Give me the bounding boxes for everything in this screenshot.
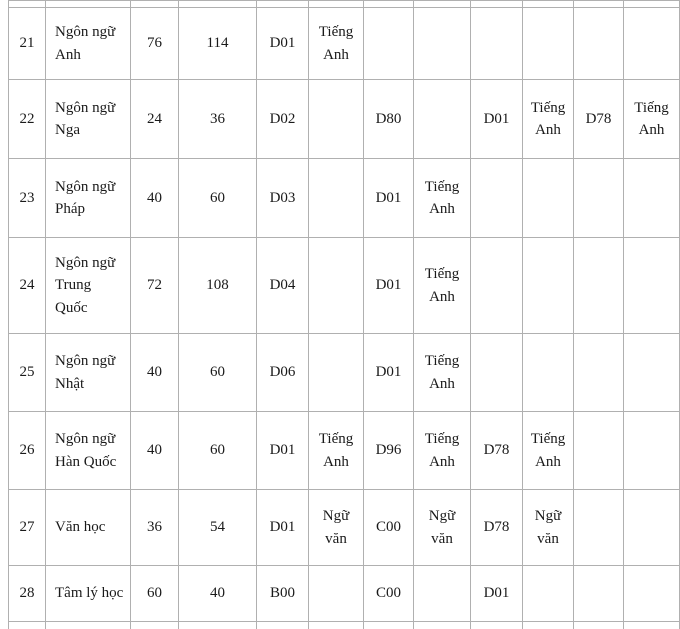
row-27 — [9, 490, 680, 566]
main-subject-cell: Ngữ văn — [414, 490, 471, 566]
row-23 — [9, 159, 680, 238]
main-subject-cell — [414, 566, 471, 622]
main-subject-cell — [309, 238, 364, 334]
main-subject-cell: Tiếng Anh — [414, 159, 471, 238]
main-subject-cell — [523, 159, 574, 238]
major-name-cell: Văn học — [46, 490, 131, 566]
main-subject-cell — [523, 1, 574, 8]
main-subject-cell — [414, 80, 471, 159]
combination-code-cell: D01 — [257, 490, 309, 566]
quota-cell: 108 — [179, 238, 257, 334]
admissions-quota-table — [8, 0, 680, 629]
main-subject-cell — [624, 8, 680, 80]
main-subject-cell — [523, 8, 574, 80]
combination-code-cell: D06 — [257, 334, 309, 412]
major-name-cell — [46, 1, 131, 8]
main-subject-cell: Tiếng Anh — [523, 80, 574, 159]
combination-code-cell: D96 — [364, 412, 414, 490]
quota-cell: 40 — [131, 159, 179, 238]
row-28 — [9, 566, 680, 622]
combination-code-cell — [257, 1, 309, 8]
main-subject-cell: Tiếng Anh — [414, 334, 471, 412]
row-number-cell — [9, 622, 46, 629]
combination-code-cell — [574, 238, 624, 334]
main-subject-cell — [523, 566, 574, 622]
main-subject-cell — [523, 334, 574, 412]
row-number-cell — [9, 1, 46, 8]
combination-code-cell — [257, 622, 309, 629]
quota-cell — [131, 1, 179, 8]
quota-cell: 60 — [179, 412, 257, 490]
major-name-cell: Ngôn ngữ Trung Quốc — [46, 238, 131, 334]
main-subject-cell — [309, 159, 364, 238]
main-subject-cell: Tiếng Anh — [414, 238, 471, 334]
main-subject-cell: Tiếng Anh — [309, 8, 364, 80]
combination-code-cell: D78 — [574, 80, 624, 159]
combination-code-cell: D01 — [364, 334, 414, 412]
combination-code-cell: D80 — [364, 80, 414, 159]
main-subject-cell: Ngữ văn — [309, 490, 364, 566]
main-subject-cell — [523, 622, 574, 629]
row-number-cell: 22 — [9, 80, 46, 159]
main-subject-cell — [414, 622, 471, 629]
major-name-cell: Ngôn ngữ Pháp — [46, 159, 131, 238]
main-subject-cell — [309, 80, 364, 159]
combination-code-cell: C00 — [364, 566, 414, 622]
combination-code-cell — [471, 622, 523, 629]
combination-code-cell: B00 — [257, 566, 309, 622]
quota-cell: 72 — [131, 238, 179, 334]
combination-code-cell: D01 — [364, 238, 414, 334]
combination-code-cell: D01 — [257, 412, 309, 490]
combination-code-cell — [574, 412, 624, 490]
row-number-cell: 21 — [9, 8, 46, 80]
main-subject-cell — [309, 334, 364, 412]
quota-cell — [131, 622, 179, 629]
main-subject-cell: Tiếng Anh — [309, 412, 364, 490]
main-subject-cell — [309, 622, 364, 629]
row-number-cell: 27 — [9, 490, 46, 566]
combination-code-cell — [471, 8, 523, 80]
combination-code-cell — [364, 1, 414, 8]
row-26 — [9, 412, 680, 490]
quota-cell — [179, 1, 257, 8]
main-subject-cell — [624, 238, 680, 334]
main-subject-cell — [624, 334, 680, 412]
quota-cell: 24 — [131, 80, 179, 159]
combination-code-cell — [364, 8, 414, 80]
row-25 — [9, 334, 680, 412]
major-name-cell: Ngôn ngữ Nhật — [46, 334, 131, 412]
combination-code-cell: D78 — [471, 412, 523, 490]
combination-code-cell: C00 — [364, 490, 414, 566]
quota-cell: 40 — [179, 566, 257, 622]
combination-code-cell — [471, 1, 523, 8]
row-number-cell: 23 — [9, 159, 46, 238]
combination-code-cell — [471, 238, 523, 334]
main-subject-cell — [414, 8, 471, 80]
quota-cell: 36 — [179, 80, 257, 159]
major-name-cell: Tâm lý học — [46, 566, 131, 622]
quota-cell: 36 — [131, 490, 179, 566]
table-body — [9, 1, 680, 629]
combination-code-cell — [574, 566, 624, 622]
row-number-cell: 24 — [9, 238, 46, 334]
main-subject-cell — [414, 1, 471, 8]
partial-row-top — [9, 1, 680, 8]
combination-code-cell — [364, 622, 414, 629]
major-name-cell: Ngôn ngữ Hàn Quốc — [46, 412, 131, 490]
combination-code-cell — [574, 159, 624, 238]
combination-code-cell: D01 — [471, 80, 523, 159]
main-subject-cell: Tiếng Anh — [624, 80, 680, 159]
main-subject-cell: Tiếng Anh — [523, 412, 574, 490]
quota-cell: 76 — [131, 8, 179, 80]
main-subject-cell: Tiếng Anh — [414, 412, 471, 490]
main-subject-cell — [309, 566, 364, 622]
row-number-cell: 26 — [9, 412, 46, 490]
partial-row-bottom — [9, 622, 680, 629]
row-21 — [9, 8, 680, 80]
quota-cell: 40 — [131, 412, 179, 490]
combination-code-cell — [471, 334, 523, 412]
combination-code-cell: D04 — [257, 238, 309, 334]
quota-cell — [179, 622, 257, 629]
row-22 — [9, 80, 680, 159]
row-24 — [9, 238, 680, 334]
quota-cell: 114 — [179, 8, 257, 80]
combination-code-cell — [574, 334, 624, 412]
main-subject-cell — [624, 490, 680, 566]
combination-code-cell — [574, 622, 624, 629]
combination-code-cell: D01 — [257, 8, 309, 80]
combination-code-cell — [574, 8, 624, 80]
major-name-cell: Ngôn ngữ Nga — [46, 80, 131, 159]
main-subject-cell — [624, 622, 680, 629]
main-subject-cell: Ngữ văn — [523, 490, 574, 566]
main-subject-cell — [309, 1, 364, 8]
row-number-cell: 25 — [9, 334, 46, 412]
main-subject-cell — [624, 159, 680, 238]
main-subject-cell — [624, 566, 680, 622]
quota-cell: 40 — [131, 334, 179, 412]
combination-code-cell — [574, 490, 624, 566]
main-subject-cell — [624, 412, 680, 490]
row-number-cell: 28 — [9, 566, 46, 622]
combination-code-cell: D01 — [364, 159, 414, 238]
combination-code-cell: D02 — [257, 80, 309, 159]
main-subject-cell — [523, 238, 574, 334]
combination-code-cell: D01 — [471, 566, 523, 622]
quota-cell: 60 — [179, 334, 257, 412]
major-name-cell — [46, 622, 131, 629]
combination-code-cell: D78 — [471, 490, 523, 566]
main-subject-cell — [624, 1, 680, 8]
quota-cell: 54 — [179, 490, 257, 566]
combination-code-cell — [574, 1, 624, 8]
quota-cell: 60 — [179, 159, 257, 238]
combination-code-cell: D03 — [257, 159, 309, 238]
quota-cell: 60 — [131, 566, 179, 622]
major-name-cell: Ngôn ngữ Anh — [46, 8, 131, 80]
combination-code-cell — [471, 159, 523, 238]
